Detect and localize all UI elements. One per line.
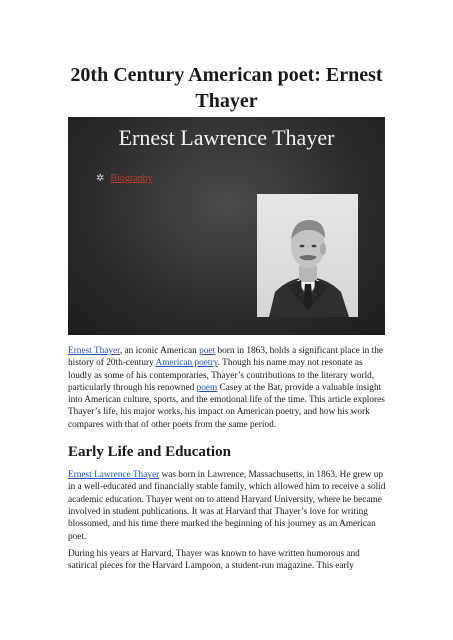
title-line-2: Thayer [195,90,258,112]
article-body [68,345,388,577]
portrait-illustration [257,194,358,317]
american-poetry-link[interactable]: American poetry [155,358,218,369]
ernest-lawrence-thayer-link[interactable]: Ernest Lawrence Thayer [68,470,160,481]
early-life-paragraph-2: During his years at Harvard, Thayer was known to have written humorous and satirical pieces for the Harvard Lampoon, a student-run magazine. This early [68,548,360,572]
slide-image [68,117,385,335]
bullet-icon: ✲ [96,173,105,184]
biography-link[interactable]: Biography [110,173,153,184]
title-line-1: 20th Century American poet: Ernest [70,64,383,86]
slide-title: Ernest Lawrence Thayer [118,125,335,150]
section-heading: Early Life and Education [68,444,231,461]
early-life-paragraph-1: Ernest Lawrence Thayer was born in Lawrence, Massachusetts, in 1863. He grew up in a well-educated and financially stable family, which allowed him to receive a solid academic education. Thayer went on to attend Harvard University, where he became involved in student publications. It was at Harvard that Thayer’s love for writing blossomed, and his time there marked the beginning of his journey as an American poet. [68,470,386,542]
poet-link[interactable]: poet [199,346,216,356]
intro-paragraph: Ernest Thayer, an iconic American poet born in 1863, holds a significant place in the history of 20th-century American poetry. Though his name may not resonate as loudly as some of his contemporaries, Thayer’s contributions to the literary world, particularly through his renowned poem Casey at the Bat, provide a valuable insight into American culture, sports, and the emotional life of the time. This article explores Thayer’s life, his major works, his impact on American poetry, and how his work compares with that of other poets from the same period. [68,346,385,430]
slide-bullet [96,173,153,184]
ernest-thayer-link[interactable]: Ernest Thayer [68,346,120,356]
poem-link[interactable]: poem [196,382,218,393]
portrait-photo [257,194,358,317]
document-title [40,62,413,114]
